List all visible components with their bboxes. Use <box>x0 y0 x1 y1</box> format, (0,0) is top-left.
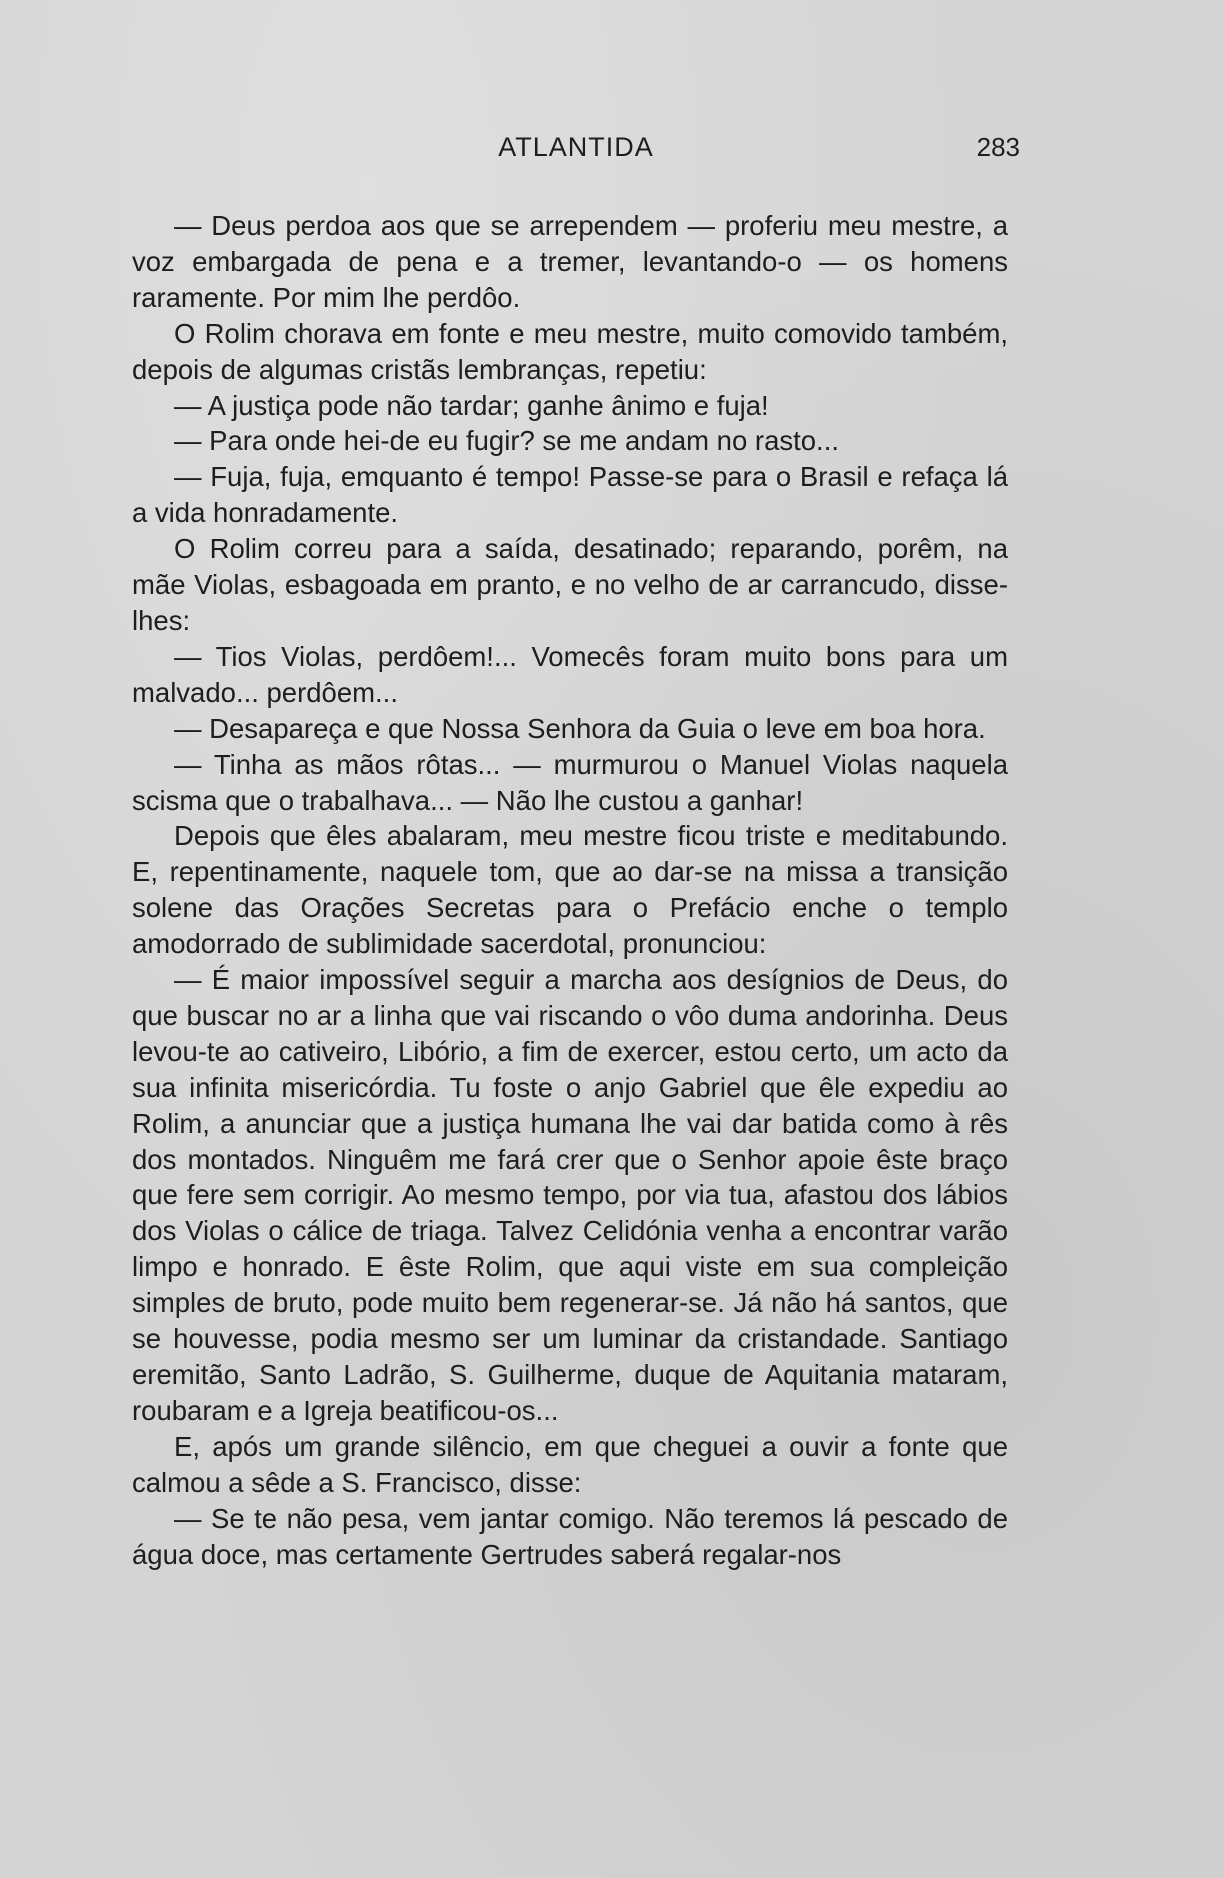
paragraph: — Desapareça e que Nossa Senhora da Guia o leve em boa hora. <box>174 712 986 744</box>
paragraph: — Tios Violas, perdôem!... Vomecês foram muito bons para um malvado... perdôem... <box>132 640 1008 708</box>
running-title: ATLANTIDA <box>498 132 654 162</box>
paragraph: Depois que êles abalaram, meu mestre ficou triste e meditabundo. E, repentinamente, naquele tom, que ao dar-se na missa a transição solene das Orações Secretas para o Prefácio enche o templo amodorrado de sublimidade sacerdotal, pronunciou: <box>132 820 1008 960</box>
paragraph: E, após um grande silêncio, em que cheguei a ouvir a fonte que calmou a sêde a S. Francisco, disse: <box>132 1430 1008 1498</box>
paragraph: O Rolim correu para a saída, desatinado; reparando, porêm, na mãe Violas, esbagoada em pranto, e no velho de ar carrancudo, disse-lhes: <box>132 533 1008 636</box>
page-number: 283 <box>976 132 1020 162</box>
paragraph: — Se te não pesa, vem jantar comigo. Não teremos lá pescado de água doce, mas certamente Gertrudes saberá regalar-nos <box>132 1502 1008 1570</box>
paragraph: — Para onde hei-de eu fugir? se me andam no rasto... <box>174 425 839 457</box>
paragraph: — Tinha as mãos rôtas... — murmurou o Manuel Violas naquela scisma que o trabalhava... — Não lhe custou a ganhar! <box>132 748 1008 816</box>
running-head <box>132 132 1020 172</box>
body-text <box>132 208 1008 1572</box>
paragraph: — A justiça pode não tardar; ganhe ânimo e fuja! <box>174 389 769 421</box>
paragraph: — É maior impossível seguir a marcha aos desígnios de Deus, do que buscar no ar a linha que vai riscando o vôo duma andorinha. Deus levou-te ao cativeiro, Libório, a fim de exercer, estou certo, um acto da sua infinita misericórdia. Tu foste o anjo Gabriel que êle expediu ao Rolim, a anunciar que a justiça humana lhe vai dar batida como à rês dos montados. Ninguêm me fará crer que o Senhor apoie êste braço que fere sem corrigir. Ao mesmo tempo, por via tua, afastou dos lábios dos Violas o cálice de triaga. Talvez Celidónia venha a encontrar varão limpo e honrado. E êste Rolim, que aqui viste em sua compleição simples de bruto, pode muito bem regenerar-se. Já não há santos, que se houvesse, podia mesmo ser um luminar da cristandade. Santiago eremitão, Santo Ladrão, S. Guilherme, duque de Aquitania mataram, roubaram e a Igreja beatificou-os... <box>132 964 1008 1426</box>
paragraph: — Fuja, fuja, emquanto é tempo! Passe-se para o Brasil e refaça lá a vida honradamente. <box>132 461 1008 529</box>
paragraph: — Deus perdoa aos que se arrependem — proferiu meu mestre, a voz embargada de pena e a tremer, levantando-o — os homens raramente. Por mim lhe perdôo. <box>132 210 1008 313</box>
paragraph: O Rolim chorava em fonte e meu mestre, muito comovido também, depois de algumas cristãs lembranças, repetiu: <box>132 317 1008 385</box>
